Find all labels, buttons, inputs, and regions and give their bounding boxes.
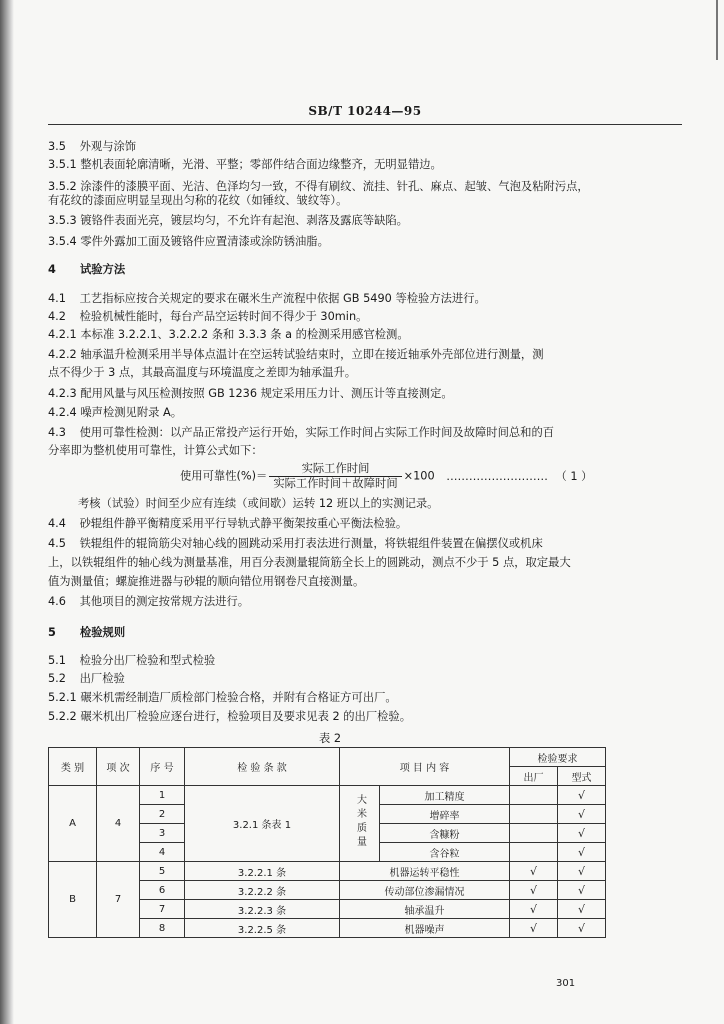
reliability-formula: 使用可靠性(%)＝ $\frac{\text{实际工作时间}}{\text{实际工作时间＋故障时间}}$ ×100 ……………………… （ 1 ）: [180, 462, 593, 490]
inspection-table: [48, 747, 606, 938]
section-4-2-1: 4.2.1 本标准 3.2.2.1、3.2.2.2 条和 3.3.3 条 a 的检测采用感官检测。: [48, 328, 409, 341]
row-factory: [510, 843, 558, 862]
rice-quality-label: 大米质量: [340, 786, 380, 862]
row-type: √: [558, 919, 606, 938]
header-factory: 出厂: [510, 767, 558, 786]
row-seq: 6: [140, 881, 185, 900]
row-content: 含糠粉: [380, 824, 510, 843]
row-content: 含谷粒: [380, 843, 510, 862]
row-type: √: [558, 805, 606, 824]
header-seq: 序 号: [140, 748, 185, 786]
group-a-count: 4: [97, 786, 140, 862]
table-row: [49, 786, 606, 805]
section-4-2: 4.2 检验机械性能时，每台产品空运转时间不得少于 30min。: [48, 310, 368, 323]
section-3-5-3: 3.5.3 镀铬件表面光亮，镀层均匀，不允许有起泡、剥落及露底等缺陷。: [48, 214, 408, 227]
section-4-title: 4 试验方法: [48, 263, 126, 276]
header-category: 类 别: [49, 748, 97, 786]
row-content: 机器噪声: [340, 919, 510, 938]
section-4-2-2-cont: 点不得少于 3 点，其最高温度与环境温度之差即为轴承温升。: [48, 366, 357, 379]
section-5-2-2: 5.2.2 碾米机出厂检验应逐台进行，检验项目及要求见表 2 的出厂检验。: [48, 710, 412, 723]
section-4-5-cont2: 值为测量值；螺旋推进器与砂辊的顺向错位用钢卷尺直接测量。: [48, 575, 365, 588]
page-number: 301: [556, 978, 576, 989]
row-clause: 3.2.2.3 条: [185, 900, 340, 919]
row-factory: √: [510, 862, 558, 881]
header-type: 型式: [558, 767, 606, 786]
row-type: √: [558, 881, 606, 900]
row-content: 轴承温升: [340, 900, 510, 919]
row-seq: 1: [140, 786, 185, 805]
row-seq: 5: [140, 862, 185, 881]
scan-edge-shadow: [0, 0, 14, 1024]
row-seq: 2: [140, 805, 185, 824]
group-b-category: B: [49, 862, 97, 938]
group-a-category: A: [49, 786, 97, 862]
section-5-1: 5.1 检验分出厂检验和型式检验: [48, 654, 216, 667]
header-content: 项 目 内 容: [340, 748, 510, 786]
row-type: √: [558, 843, 606, 862]
header-item-count: 项 次: [97, 748, 140, 786]
row-factory: [510, 786, 558, 805]
header-rule: [48, 124, 682, 125]
row-content: 传动部位渗漏情况: [340, 881, 510, 900]
row-type: √: [558, 786, 606, 805]
table-caption: 表 2: [318, 732, 342, 745]
section-4-3: 4.3 使用可靠性检测：以产品正常投产运行开始，实际工作时间占实际工作时间及故障时间总和的百: [48, 426, 555, 439]
section-5-title: 5 检验规则: [48, 626, 126, 639]
section-3-5-2-cont: 有花纹的漆面应明显呈现出匀称的花纹（如锤纹、皱纹等）。: [48, 194, 348, 207]
section-4-2-3: 4.2.3 配用风量与风压检测按照 GB 1236 规定采用压力计、测压计等直接测定。: [48, 387, 453, 400]
row-seq: 4: [140, 843, 185, 862]
row-factory: √: [510, 881, 558, 900]
section-4-5: 4.5 铁辊组件的辊筒筋尖对轴心线的圆跳动采用打表法进行测量，将铁辊组件装置在偏摆仪或机床: [48, 537, 543, 550]
row-factory: √: [510, 919, 558, 938]
row-content: 增碎率: [380, 805, 510, 824]
row-type: √: [558, 900, 606, 919]
row-seq: 8: [140, 919, 185, 938]
row-factory: √: [510, 900, 558, 919]
section-4-6: 4.6 其他项目的测定按常规方法进行。: [48, 595, 250, 608]
row-seq: 7: [140, 900, 185, 919]
section-4-5-cont1: 上，以铁辊组件的轴心线为测量基准，用百分表测量辊筒筋全长上的圆跳动，测点不少于 5 点，取定最大: [48, 556, 571, 569]
header-clause: 检 验 条 款: [185, 748, 340, 786]
row-factory: [510, 824, 558, 843]
group-b-count: 7: [97, 862, 140, 938]
row-type: √: [558, 824, 606, 843]
row-clause: 3.2.2.5 条: [185, 919, 340, 938]
scan-margin-mark: [716, 0, 718, 60]
row-clause: 3.2.2.1 条: [185, 862, 340, 881]
section-4-1: 4.1 工艺指标应按合关规定的要求在碾米生产流程中依据 GB 5490 等检验方法进行。: [48, 292, 486, 305]
section-4-2-2: 4.2.2 轴承温升检测采用半导体点温计在空运转试验结束时，立即在接近轴承外壳部位进行测量，测: [48, 348, 544, 361]
row-factory: [510, 805, 558, 824]
section-3-5-4: 3.5.4 零件外露加工面及镀铬件应置清漆或涂防锈油脂。: [48, 235, 329, 248]
section-3-5: 3.5 外观与涂饰: [48, 140, 137, 153]
header-requirement: 检验要求: [510, 748, 606, 767]
section-5-2: 5.2 出厂检验: [48, 672, 125, 685]
section-4-2-4: 4.2.4 噪声检测见附录 A。: [48, 406, 183, 419]
group-a-clause: 3.2.1 条表 1: [185, 786, 340, 862]
row-type: √: [558, 862, 606, 881]
row-clause: 3.2.2.2 条: [185, 881, 340, 900]
section-3-5-2: 3.5.2 涂漆件的漆膜平面、光洁、色泽均匀一致，不得有刷纹、流挂、针孔、麻点、起皱、气泡及粘附污点，: [48, 180, 589, 193]
row-content: 机器运转平稳性: [340, 862, 510, 881]
section-3-5-1: 3.5.1 整机表面轮廓清晰，光滑、平整；零部件结合面边缘整齐，无明显错边。: [48, 158, 442, 171]
section-4-3-note: 考核（试验）时间至少应有连续（或间歇）运转 12 班以上的实测记录。: [78, 497, 439, 510]
section-4-4: 4.4 砂辊组件静平衡精度采用平行导轨式静平衡架按重心平衡法检验。: [48, 517, 408, 530]
table-row: [49, 862, 606, 881]
page-header: SB/T 10244—95: [308, 104, 422, 118]
section-4-3-cont: 分率即为整机使用可靠性，计算公式如下：: [48, 444, 263, 457]
row-content: 加工精度: [380, 786, 510, 805]
section-5-2-1: 5.2.1 碾米机需经制造厂质检部门检验合格，并附有合格证方可出厂。: [48, 691, 397, 704]
row-seq: 3: [140, 824, 185, 843]
